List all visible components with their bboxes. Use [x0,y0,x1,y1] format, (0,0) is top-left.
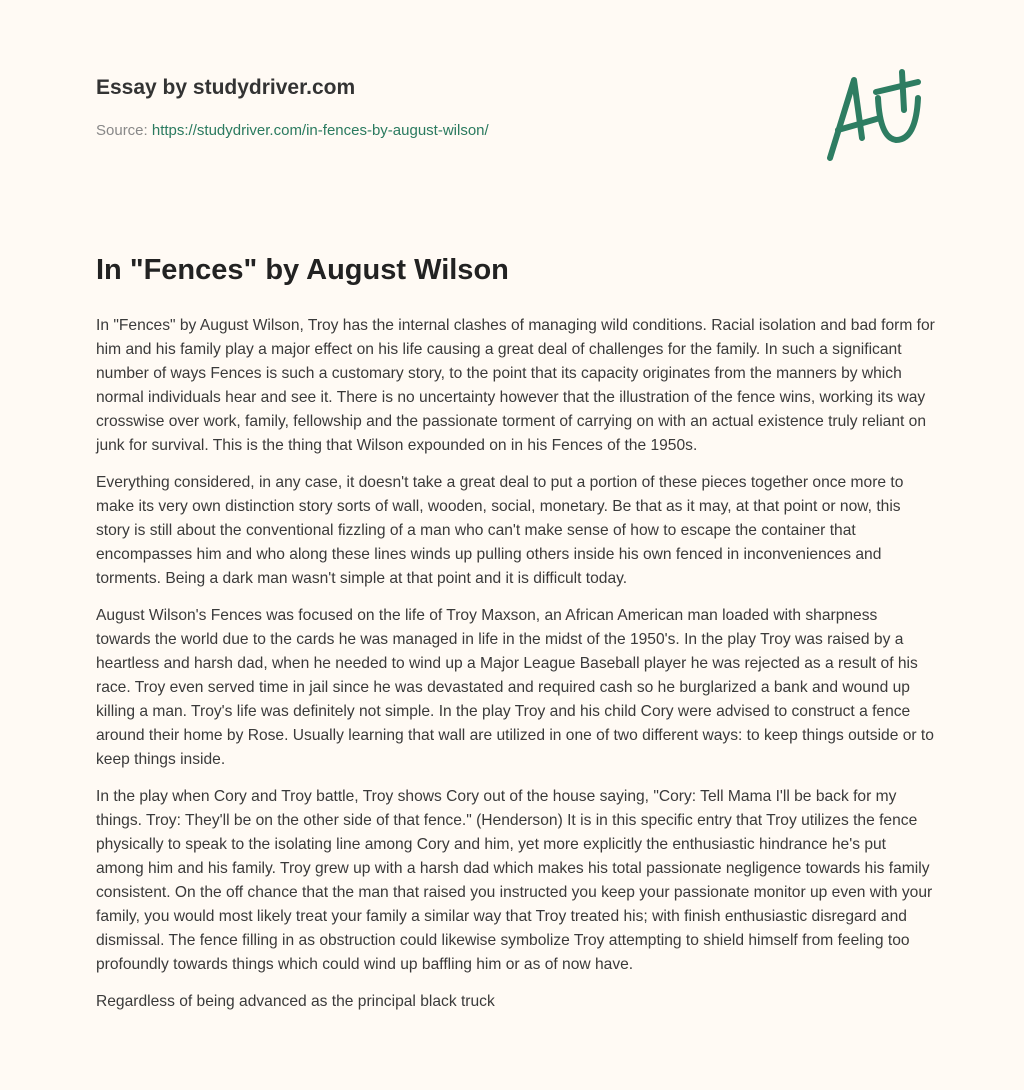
paragraph: August Wilson's Fences was focused on the life of Troy Maxson, an African American man loaded with sharpness towards the world due to the cards he was managed in life in the midst of the 1950's. In the play Troy was raised by a heartless and harsh dad, when he needed to wind up a Major League Baseball player he was rejected as a result of his race. Troy even served time in jail since he was devastated and required cash so he burglarized a bank and wound up killing a man. Troy's life was definitely not simple. In the play Troy and his child Cory were advised to construct a fence around their home by Rose. Usually learning that wall are utilized in one of two different ways: to keep things outside or to keep things inside. [96,607,934,768]
source-link[interactable]: https://studydriver.com/in-fences-by-august-wilson/ [151,122,489,139]
source-line [96,122,489,139]
essay-header [96,76,489,139]
source-label: Source: [96,122,148,139]
paragraph: In "Fences" by August Wilson, Troy has the internal clashes of managing wild conditions. Racial isolation and bad form for him and his family play a major effect on his life causing a great deal of challenges for the family. In such a significant number of ways Fences is such a customary story, to the point that its capacity originates from the manners by which normal individuals hear and see it. There is no uncertainty however that the illustration of the fence wins, working its way crosswise over work, family, fellowship and the passionate torment of carrying on with an actual existence truly reliant on junk for survival. This is the thing that Wilson expounded on in his Fences of the 1950s. [96,317,935,454]
paragraph: Regardless of being advanced as the principal black truck [96,993,495,1010]
essay-body [96,314,936,1027]
a-plus-logo-icon [818,68,928,168]
paragraph: Everything considered, in any case, it doesn't take a great deal to put a portion of these pieces together once more to make its very own distinction story sorts of wall, wooden, social, monetary. Be that as it may, at that point or now, this story is still about the conventional fizzling of a man who can't make sense of how to escape the container that encompasses him and who along these lines winds up pulling others inside his own fenced in inconveniences and torments. Being a dark man wasn't simple at that point and it is difficult today. [96,474,904,587]
site-title: Essay by studydriver.com [96,76,356,99]
essay-title: In "Fences" by August Wilson [96,254,509,286]
paragraph: In the play when Cory and Troy battle, Troy shows Cory out of the house saying, "Cory: Tell Mama I'll be back for my things. Troy: They'll be on the other side of that fence." (Henderson) It is in this specific entry that Troy utilizes the fence physically to speak to the isolating line among Cory and him, yet more explicitly the enthusiastic hindrance he's put among him and his family. Troy grew up with a harsh dad which makes his total passionate negligence towards his family consistent. On the off chance that the man that raised you instructed you keep your passionate monitor up even with your family, you would most likely treat your family a similar way that Troy treated his; with finish enthusiastic disregard and dismissal. The fence filling in as obstruction could likewise symbolize Troy attempting to shield himself from feeling too profoundly towards things which could wind up baffling him or as of now have. [96,788,933,973]
